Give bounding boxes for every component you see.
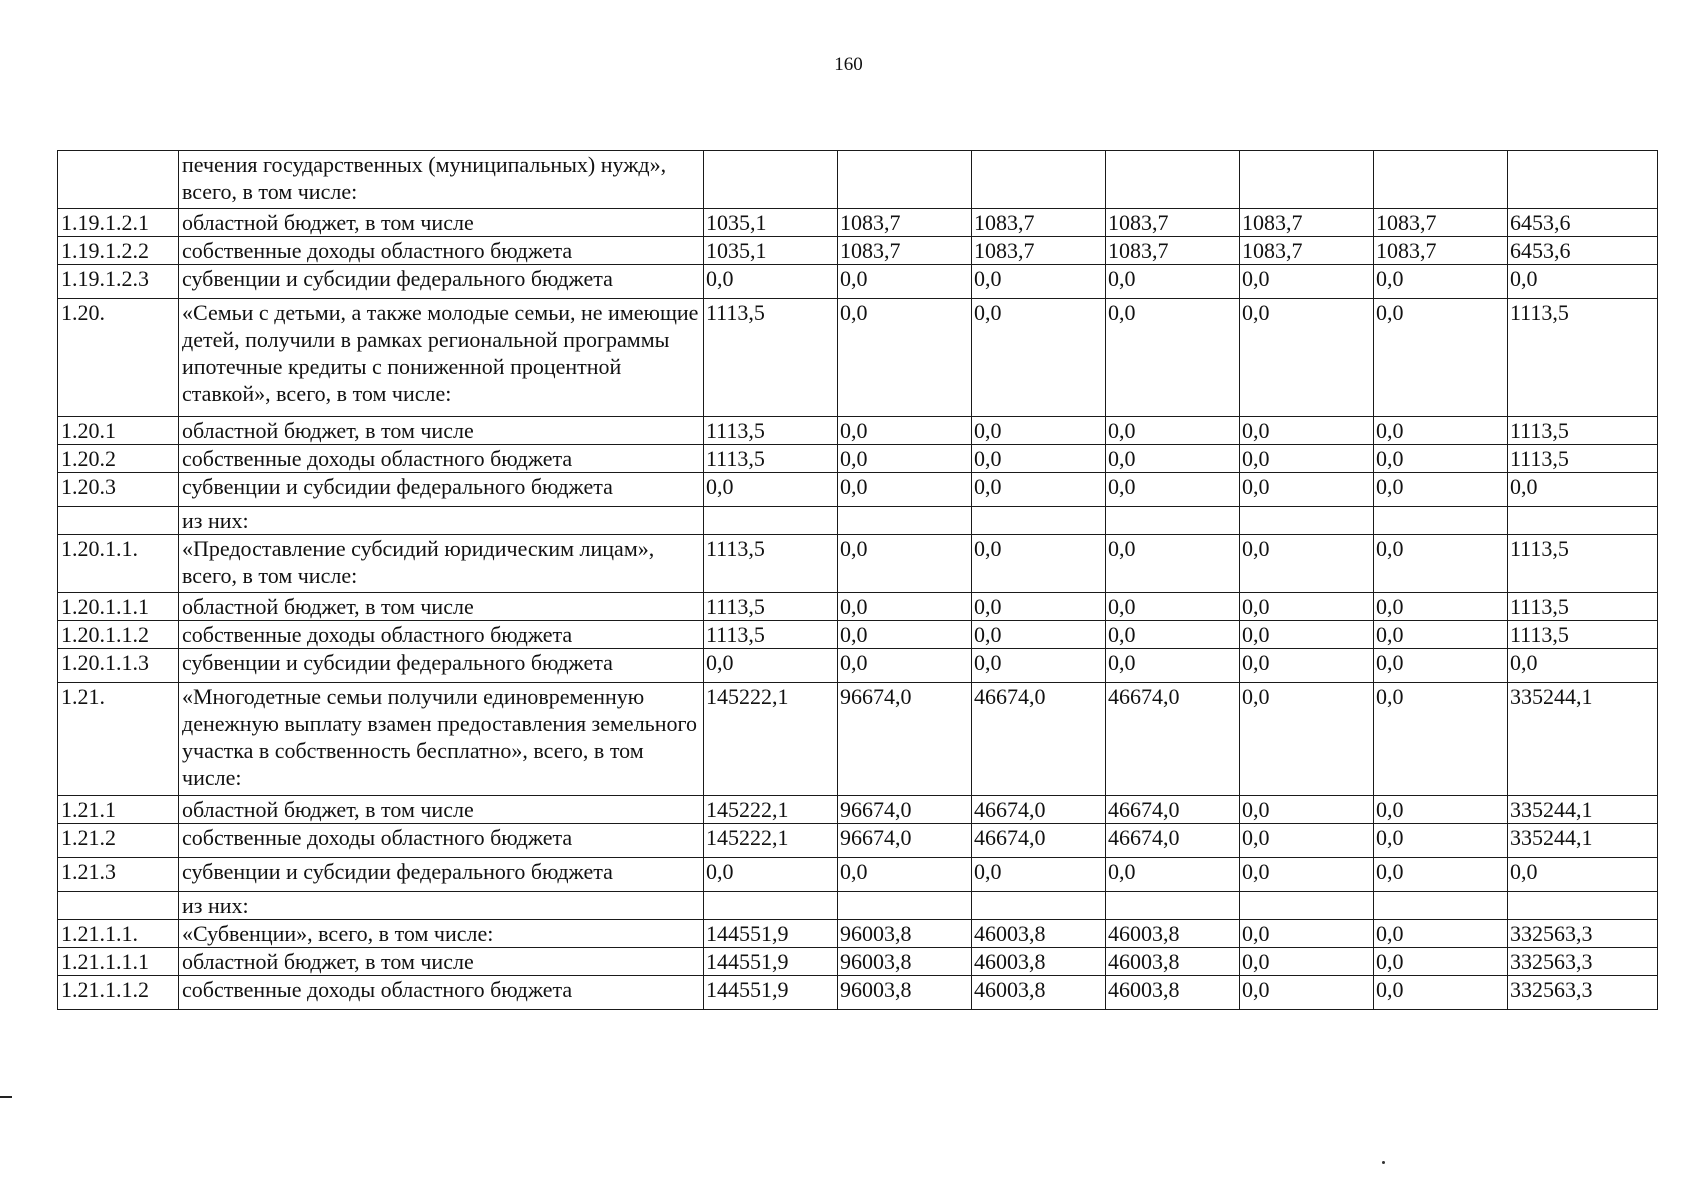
value-cell: 0,0 bbox=[704, 473, 838, 507]
value-cell: 46003,8 bbox=[972, 920, 1106, 948]
table-row bbox=[58, 299, 1658, 417]
value-cell: 0,0 bbox=[1240, 535, 1374, 593]
value-cell: 0,0 bbox=[1374, 621, 1508, 649]
row-code-cell: 1.21.1.1.1 bbox=[58, 948, 179, 976]
value-cell: 0,0 bbox=[1106, 473, 1240, 507]
value-cell: 0,0 bbox=[1374, 796, 1508, 824]
table-row bbox=[58, 417, 1658, 445]
row-code-cell: 1.21.3 bbox=[58, 858, 179, 892]
row-description-cell: «Семьи с детьми, а также молодые семьи, не имеющие детей, получили в рамках региональной программы ипотечные кредиты с пониженной процентной ставкой», всего, в том числе: bbox=[179, 299, 704, 417]
row-description-cell: печения государственных (муниципальных) нужд», всего, в том числе: bbox=[179, 151, 704, 209]
row-description-cell: субвенции и субсидии федерального бюджета bbox=[179, 649, 704, 683]
scan-speck bbox=[1382, 1161, 1385, 1164]
value-cell: 46674,0 bbox=[1106, 683, 1240, 796]
value-cell: 144551,9 bbox=[704, 976, 838, 1010]
row-description-cell: областной бюджет, в том числе bbox=[179, 417, 704, 445]
value-cell: 0,0 bbox=[1240, 920, 1374, 948]
value-cell: 0,0 bbox=[1106, 649, 1240, 683]
row-code-cell bbox=[58, 892, 179, 920]
value-cell: 0,0 bbox=[838, 649, 972, 683]
value-cell: 145222,1 bbox=[704, 824, 838, 858]
value-cell: 0,0 bbox=[972, 417, 1106, 445]
value-cell: 0,0 bbox=[1374, 824, 1508, 858]
value-cell: 1083,7 bbox=[1374, 209, 1508, 237]
value-cell: 0,0 bbox=[972, 649, 1106, 683]
row-description-cell: субвенции и субсидии федерального бюджета bbox=[179, 265, 704, 299]
table-row bbox=[58, 593, 1658, 621]
value-cell: 46674,0 bbox=[972, 683, 1106, 796]
value-cell: 0,0 bbox=[1240, 948, 1374, 976]
row-code-cell: 1.19.1.2.2 bbox=[58, 237, 179, 265]
value-cell: 1113,5 bbox=[704, 299, 838, 417]
value-cell: 1035,1 bbox=[704, 209, 838, 237]
value-cell: 0,0 bbox=[972, 265, 1106, 299]
value-cell: 1113,5 bbox=[704, 445, 838, 473]
row-description-cell: областной бюджет, в том числе bbox=[179, 796, 704, 824]
value-cell: 0,0 bbox=[838, 621, 972, 649]
value-cell: 0,0 bbox=[1374, 265, 1508, 299]
table-row bbox=[58, 265, 1658, 299]
value-cell: 1083,7 bbox=[1240, 237, 1374, 265]
value-cell bbox=[1374, 892, 1508, 920]
row-code-cell: 1.20.1.1.3 bbox=[58, 649, 179, 683]
value-cell: 144551,9 bbox=[704, 948, 838, 976]
page-number: 160 bbox=[834, 54, 863, 75]
value-cell: 0,0 bbox=[704, 858, 838, 892]
value-cell: 1083,7 bbox=[838, 209, 972, 237]
value-cell: 0,0 bbox=[1106, 265, 1240, 299]
value-cell bbox=[1374, 151, 1508, 209]
value-cell: 0,0 bbox=[838, 445, 972, 473]
table-row bbox=[58, 976, 1658, 1010]
value-cell bbox=[838, 507, 972, 535]
row-code-cell: 1.20.1 bbox=[58, 417, 179, 445]
value-cell: 0,0 bbox=[1106, 299, 1240, 417]
table-row bbox=[58, 683, 1658, 796]
value-cell: 332563,3 bbox=[1508, 948, 1658, 976]
value-cell: 0,0 bbox=[1374, 593, 1508, 621]
value-cell: 0,0 bbox=[1374, 445, 1508, 473]
table-row bbox=[58, 892, 1658, 920]
row-code-cell: 1.20. bbox=[58, 299, 179, 417]
value-cell: 0,0 bbox=[1374, 858, 1508, 892]
value-cell bbox=[972, 151, 1106, 209]
value-cell: 46674,0 bbox=[972, 824, 1106, 858]
value-cell: 96674,0 bbox=[838, 796, 972, 824]
value-cell: 0,0 bbox=[972, 299, 1106, 417]
table-row bbox=[58, 445, 1658, 473]
value-cell: 1113,5 bbox=[1508, 299, 1658, 417]
value-cell: 0,0 bbox=[1240, 796, 1374, 824]
value-cell: 0,0 bbox=[838, 593, 972, 621]
value-cell: 0,0 bbox=[972, 473, 1106, 507]
value-cell: 96003,8 bbox=[838, 976, 972, 1010]
value-cell: 0,0 bbox=[972, 858, 1106, 892]
value-cell: 0,0 bbox=[972, 593, 1106, 621]
row-description-cell: собственные доходы областного бюджета bbox=[179, 237, 704, 265]
table-row bbox=[58, 920, 1658, 948]
value-cell: 0,0 bbox=[838, 858, 972, 892]
value-cell: 0,0 bbox=[1240, 265, 1374, 299]
value-cell: 144551,9 bbox=[704, 920, 838, 948]
value-cell: 0,0 bbox=[1240, 621, 1374, 649]
row-description-cell: областной бюджет, в том числе bbox=[179, 209, 704, 237]
value-cell: 145222,1 bbox=[704, 796, 838, 824]
row-code-cell: 1.20.1.1.1 bbox=[58, 593, 179, 621]
value-cell: 46003,8 bbox=[1106, 920, 1240, 948]
table-row bbox=[58, 824, 1658, 858]
value-cell: 96003,8 bbox=[838, 920, 972, 948]
value-cell: 0,0 bbox=[1374, 473, 1508, 507]
value-cell: 0,0 bbox=[1508, 649, 1658, 683]
value-cell: 0,0 bbox=[972, 535, 1106, 593]
value-cell: 0,0 bbox=[1374, 976, 1508, 1010]
table-row bbox=[58, 473, 1658, 507]
value-cell: 0,0 bbox=[1508, 473, 1658, 507]
value-cell: 0,0 bbox=[1374, 948, 1508, 976]
value-cell bbox=[1106, 507, 1240, 535]
value-cell: 0,0 bbox=[972, 621, 1106, 649]
row-code-cell: 1.20.1.1. bbox=[58, 535, 179, 593]
row-description-cell: из них: bbox=[179, 507, 704, 535]
value-cell: 6453,6 bbox=[1508, 237, 1658, 265]
value-cell: 6453,6 bbox=[1508, 209, 1658, 237]
value-cell: 0,0 bbox=[704, 265, 838, 299]
row-description-cell: собственные доходы областного бюджета bbox=[179, 621, 704, 649]
table-row bbox=[58, 507, 1658, 535]
value-cell: 46003,8 bbox=[972, 948, 1106, 976]
value-cell: 1113,5 bbox=[1508, 445, 1658, 473]
value-cell: 0,0 bbox=[1240, 649, 1374, 683]
value-cell: 1035,1 bbox=[704, 237, 838, 265]
row-description-cell: субвенции и субсидии федерального бюджета bbox=[179, 858, 704, 892]
value-cell: 0,0 bbox=[1374, 417, 1508, 445]
table-row bbox=[58, 649, 1658, 683]
value-cell bbox=[1106, 151, 1240, 209]
value-cell: 0,0 bbox=[1240, 683, 1374, 796]
value-cell: 46003,8 bbox=[972, 976, 1106, 1010]
value-cell: 46674,0 bbox=[972, 796, 1106, 824]
value-cell bbox=[704, 151, 838, 209]
row-code-cell: 1.20.3 bbox=[58, 473, 179, 507]
row-code-cell: 1.21.2 bbox=[58, 824, 179, 858]
value-cell: 1113,5 bbox=[704, 535, 838, 593]
value-cell: 0,0 bbox=[1374, 299, 1508, 417]
value-cell bbox=[838, 892, 972, 920]
value-cell bbox=[1508, 892, 1658, 920]
value-cell: 0,0 bbox=[704, 649, 838, 683]
value-cell: 332563,3 bbox=[1508, 976, 1658, 1010]
value-cell: 1083,7 bbox=[1240, 209, 1374, 237]
table-row bbox=[58, 209, 1658, 237]
row-code-cell: 1.21.1.1.2 bbox=[58, 976, 179, 1010]
value-cell: 1113,5 bbox=[1508, 621, 1658, 649]
row-code-cell: 1.19.1.2.1 bbox=[58, 209, 179, 237]
row-code-cell: 1.19.1.2.3 bbox=[58, 265, 179, 299]
value-cell: 46674,0 bbox=[1106, 796, 1240, 824]
value-cell: 1113,5 bbox=[704, 593, 838, 621]
value-cell: 0,0 bbox=[1240, 858, 1374, 892]
value-cell: 46674,0 bbox=[1106, 824, 1240, 858]
row-description-cell: собственные доходы областного бюджета bbox=[179, 976, 704, 1010]
row-code-cell: 1.21.1.1. bbox=[58, 920, 179, 948]
value-cell bbox=[1508, 507, 1658, 535]
value-cell: 335244,1 bbox=[1508, 796, 1658, 824]
value-cell: 1083,7 bbox=[1106, 237, 1240, 265]
value-cell bbox=[1240, 151, 1374, 209]
value-cell: 1113,5 bbox=[1508, 417, 1658, 445]
value-cell: 0,0 bbox=[838, 265, 972, 299]
value-cell: 335244,1 bbox=[1508, 683, 1658, 796]
value-cell: 0,0 bbox=[1240, 299, 1374, 417]
row-description-cell: из них: bbox=[179, 892, 704, 920]
value-cell bbox=[972, 507, 1106, 535]
value-cell bbox=[972, 892, 1106, 920]
value-cell: 0,0 bbox=[1106, 858, 1240, 892]
value-cell: 0,0 bbox=[1374, 920, 1508, 948]
value-cell: 1083,7 bbox=[972, 209, 1106, 237]
value-cell: 0,0 bbox=[1106, 621, 1240, 649]
row-code-cell: 1.21. bbox=[58, 683, 179, 796]
row-description-cell: областной бюджет, в том числе bbox=[179, 948, 704, 976]
value-cell: 0,0 bbox=[1240, 593, 1374, 621]
value-cell: 96003,8 bbox=[838, 948, 972, 976]
value-cell: 1113,5 bbox=[1508, 593, 1658, 621]
value-cell: 46003,8 bbox=[1106, 948, 1240, 976]
row-description-cell: «Предоставление субсидий юридическим лицам», всего, в том числе: bbox=[179, 535, 704, 593]
value-cell bbox=[1374, 507, 1508, 535]
value-cell: 0,0 bbox=[1240, 445, 1374, 473]
row-description-cell: субвенции и субсидии федерального бюджета bbox=[179, 473, 704, 507]
value-cell bbox=[704, 507, 838, 535]
row-description-cell: собственные доходы областного бюджета bbox=[179, 445, 704, 473]
value-cell: 0,0 bbox=[1240, 824, 1374, 858]
value-cell: 0,0 bbox=[1106, 593, 1240, 621]
table-body bbox=[58, 151, 1658, 1010]
row-description-cell: «Субвенции», всего, в том числе: bbox=[179, 920, 704, 948]
value-cell: 0,0 bbox=[838, 417, 972, 445]
table-row bbox=[58, 948, 1658, 976]
value-cell bbox=[1240, 507, 1374, 535]
value-cell: 0,0 bbox=[838, 473, 972, 507]
value-cell: 1083,7 bbox=[1374, 237, 1508, 265]
value-cell: 46003,8 bbox=[1106, 976, 1240, 1010]
value-cell: 335244,1 bbox=[1508, 824, 1658, 858]
row-code-cell: 1.21.1 bbox=[58, 796, 179, 824]
row-description-cell: областной бюджет, в том числе bbox=[179, 593, 704, 621]
budget-table bbox=[57, 150, 1658, 1010]
row-code-cell: 1.20.1.1.2 bbox=[58, 621, 179, 649]
value-cell: 0,0 bbox=[1240, 417, 1374, 445]
value-cell: 0,0 bbox=[1374, 649, 1508, 683]
row-code-cell bbox=[58, 151, 179, 209]
value-cell: 332563,3 bbox=[1508, 920, 1658, 948]
value-cell: 0,0 bbox=[1374, 683, 1508, 796]
value-cell: 0,0 bbox=[1374, 535, 1508, 593]
value-cell: 96674,0 bbox=[838, 824, 972, 858]
value-cell: 145222,1 bbox=[704, 683, 838, 796]
table-row bbox=[58, 535, 1658, 593]
table-row bbox=[58, 621, 1658, 649]
row-description-cell: собственные доходы областного бюджета bbox=[179, 824, 704, 858]
value-cell: 0,0 bbox=[1106, 535, 1240, 593]
value-cell: 0,0 bbox=[1106, 445, 1240, 473]
value-cell: 0,0 bbox=[1508, 265, 1658, 299]
value-cell: 1113,5 bbox=[1508, 535, 1658, 593]
value-cell bbox=[1106, 892, 1240, 920]
value-cell: 0,0 bbox=[838, 535, 972, 593]
value-cell: 1083,7 bbox=[838, 237, 972, 265]
value-cell: 0,0 bbox=[1240, 473, 1374, 507]
value-cell bbox=[1508, 151, 1658, 209]
row-code-cell bbox=[58, 507, 179, 535]
value-cell: 0,0 bbox=[1106, 417, 1240, 445]
table-row bbox=[58, 796, 1658, 824]
value-cell bbox=[704, 892, 838, 920]
value-cell bbox=[838, 151, 972, 209]
table-row bbox=[58, 151, 1658, 209]
margin-mark bbox=[0, 1096, 12, 1098]
value-cell bbox=[1240, 892, 1374, 920]
value-cell: 0,0 bbox=[838, 299, 972, 417]
table-row bbox=[58, 858, 1658, 892]
row-description-cell: «Многодетные семьи получили единовременную денежную выплату взамен предоставления земельного участка в собственность бесплатно», всего, в том числе: bbox=[179, 683, 704, 796]
row-code-cell: 1.20.2 bbox=[58, 445, 179, 473]
value-cell: 96674,0 bbox=[838, 683, 972, 796]
table-row bbox=[58, 237, 1658, 265]
value-cell: 1083,7 bbox=[972, 237, 1106, 265]
value-cell: 1113,5 bbox=[704, 417, 838, 445]
value-cell: 0,0 bbox=[972, 445, 1106, 473]
value-cell: 0,0 bbox=[1240, 976, 1374, 1010]
value-cell: 1113,5 bbox=[704, 621, 838, 649]
value-cell: 0,0 bbox=[1508, 858, 1658, 892]
value-cell: 1083,7 bbox=[1106, 209, 1240, 237]
